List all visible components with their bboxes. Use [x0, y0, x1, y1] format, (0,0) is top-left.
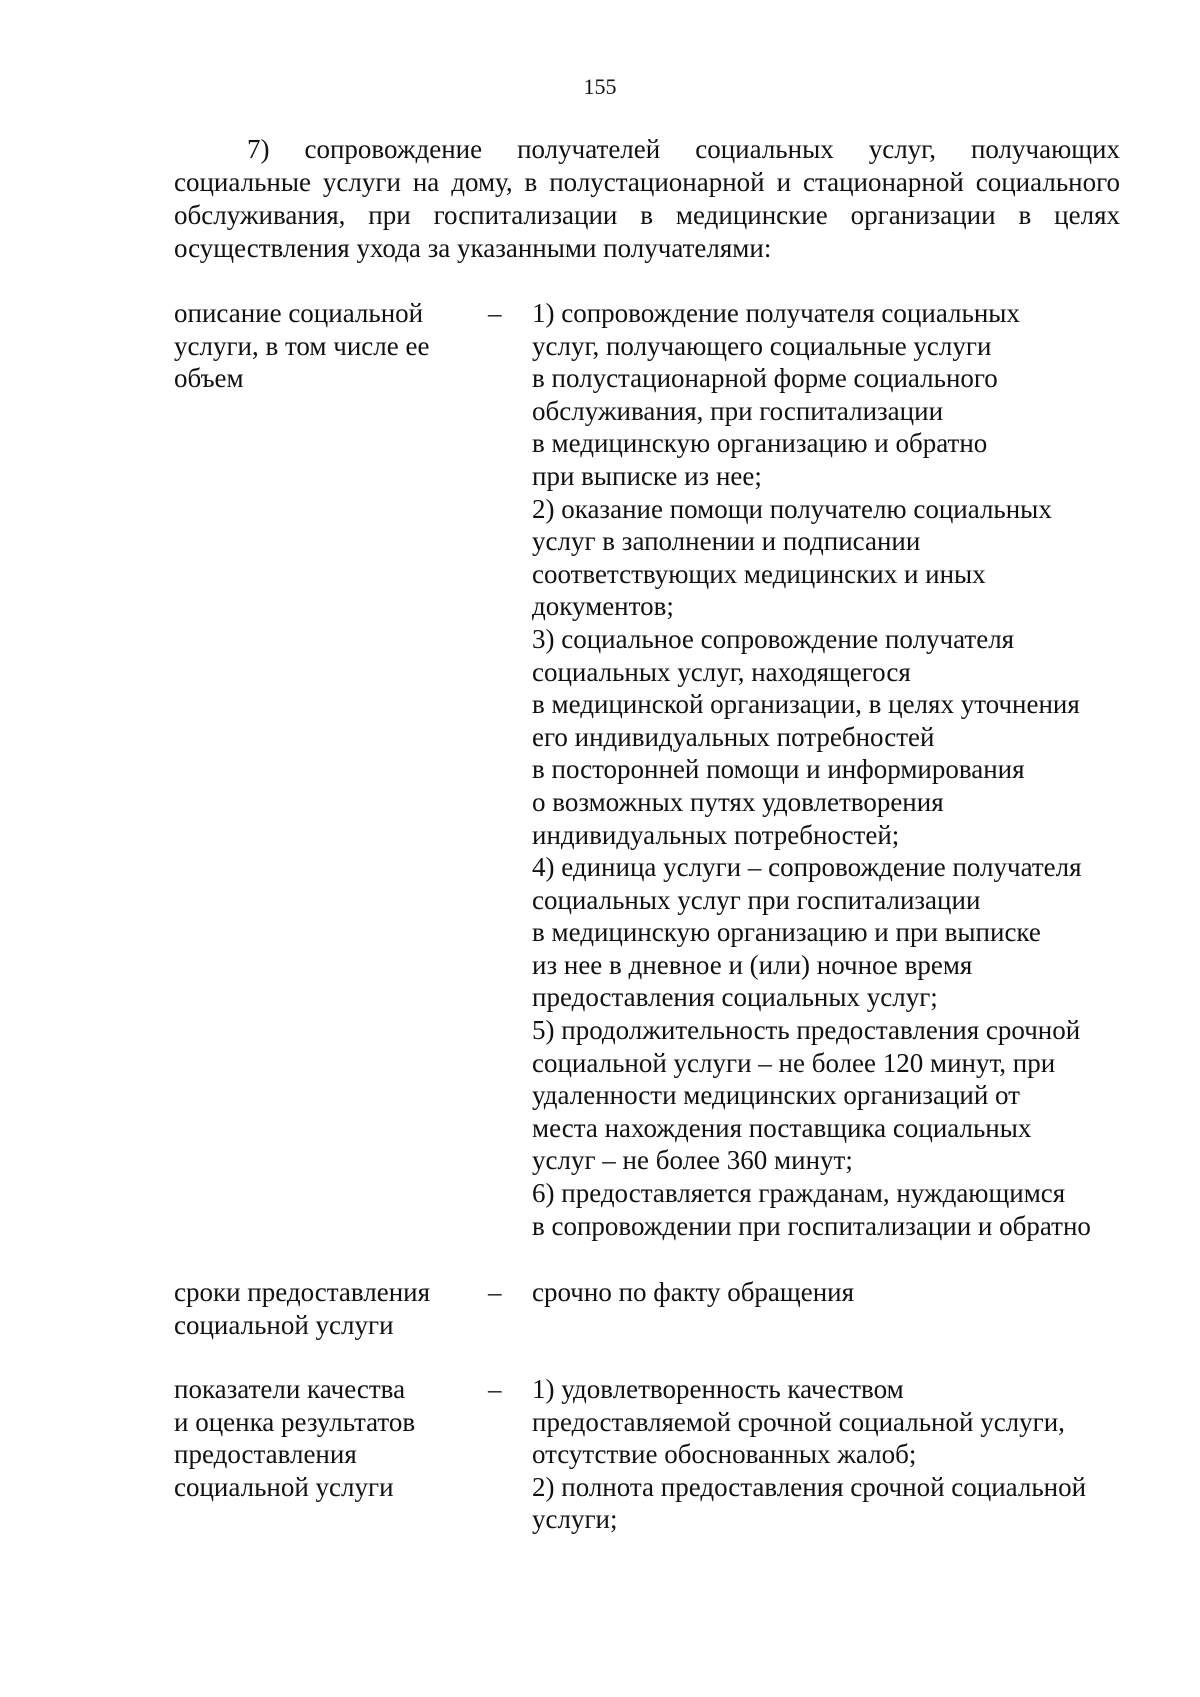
label-line: сроки предоставления [174, 1277, 431, 1307]
content-line: услуг, получающего социальные услуги [532, 330, 992, 361]
content-line: 4) единица услуги – сопровождение получателя [532, 852, 1082, 883]
label-line: предоставления [174, 1439, 357, 1470]
content-line: социальных услуг при госпитализации [532, 884, 981, 915]
label-line: и оценка результатов [174, 1406, 416, 1437]
page-number: 155 [583, 74, 617, 99]
content-line: при выписке из нее; [532, 460, 762, 491]
content-line: индивидуальных потребностей; [532, 819, 900, 850]
intro-line: социальные услуги на дому, в полустационарной и стационарной социального [174, 167, 1120, 197]
content-line: услуги; [532, 1504, 618, 1535]
content-line: социальной услуги – не более 120 минут, при [532, 1047, 1056, 1078]
section-content [532, 1373, 1132, 1536]
content-line: 6) предоставляется гражданам, нуждающимся [532, 1178, 1066, 1209]
content-line: в полустационарной форме социального [532, 363, 998, 394]
content-line: в медицинскую организацию и обратно [532, 428, 988, 459]
section-dash: – [488, 298, 502, 328]
content-line: 1) удовлетворенность качеством [532, 1374, 904, 1404]
section-label [174, 297, 474, 395]
intro-line: осуществления ухода за указанными получателями: [174, 233, 772, 263]
label-line: социальной услуги [174, 1471, 394, 1502]
content-line: 2) полнота предоставления срочной социальной [532, 1471, 1087, 1502]
content-line: в медицинскую организацию и при выписке [532, 917, 1041, 948]
section-label [174, 1373, 474, 1503]
label-line: описание социальной [174, 298, 424, 328]
content-line: 2) оказание помощи получателю социальных [532, 493, 1052, 524]
content-line: предоставления социальных услуг; [532, 982, 938, 1013]
section-dash: – [488, 1374, 502, 1404]
content-line: удаленности медицинских организаций от [532, 1080, 1020, 1111]
content-line: предоставляемой срочной социальной услуги, [532, 1406, 1065, 1437]
content-line: социальных услуг, находящегося [532, 656, 911, 687]
content-line: в сопровождении при госпитализации и обратно [532, 1210, 1091, 1241]
content-line: документов; [532, 591, 674, 622]
label-line: показатели качества [174, 1374, 406, 1404]
content-line: в медицинской организации, в целях уточнения [532, 689, 1080, 720]
section-content [532, 1276, 1132, 1309]
content-line: обслуживания, при госпитализации [532, 395, 944, 426]
content-line: услуг в заполнении и подписании [532, 526, 921, 557]
section-dash: – [488, 1277, 502, 1307]
intro-line: обслуживания, при госпитализации в медицинские организации в целях [174, 200, 1120, 230]
content-line: в посторонней помощи и информирования [532, 754, 1025, 785]
section-label [174, 1276, 474, 1341]
content-line: его индивидуальных потребностей [532, 721, 935, 752]
content-line: срочно по факту обращения [532, 1277, 855, 1307]
section-content [532, 297, 1132, 1242]
label-line: социальной услуги [174, 1309, 394, 1340]
content-line: из нее в дневное и (или) ночное время [532, 949, 973, 980]
label-line: услуги, в том числе ее [174, 330, 430, 361]
content-line: 1) сопровождение получателя социальных [532, 298, 1020, 328]
content-line: отсутствие обоснованных жалоб; [532, 1439, 917, 1470]
content-line: 5) продолжительность предоставления срочной [532, 1015, 1081, 1046]
intro-paragraph [174, 133, 1120, 265]
intro-line: 7) сопровождение получателей социальных услуг, получающих [247, 134, 1120, 164]
content-line: 3) социальное сопровождение получателя [532, 623, 1015, 654]
content-line: соответствующих медицинских и иных [532, 558, 986, 589]
content-line: о возможных путях удовлетворения [532, 786, 944, 817]
content-line: услуг – не более 360 минут; [532, 1145, 853, 1176]
content-line: места нахождения поставщика социальных [532, 1112, 1032, 1143]
label-line: объем [174, 363, 244, 394]
